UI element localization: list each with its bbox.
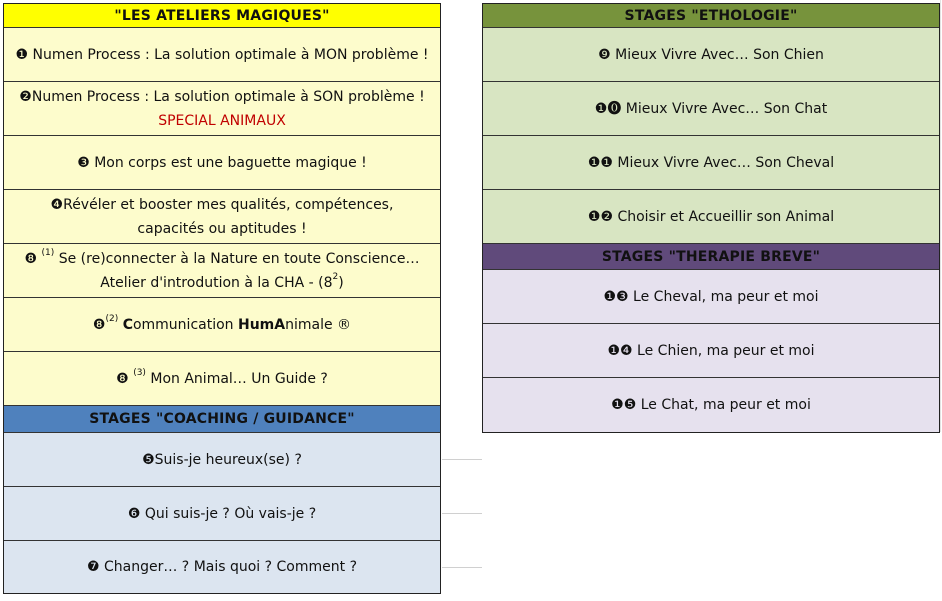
grid-line [442,459,482,460]
grid-line [442,567,482,568]
list-item[interactable] [483,28,939,82]
list-item[interactable] [4,352,440,406]
item-3-text: ❸ Mon corps est une baguette magique ! [77,154,367,171]
left-table [3,3,441,594]
grid-line [940,0,941,432]
list-item[interactable] [483,136,939,190]
item-8c-footnote: (3) [133,367,146,378]
list-item[interactable] [483,378,939,432]
coaching-header [4,406,440,433]
ateliers-header [4,4,440,28]
item-8c-text [116,367,328,391]
list-item[interactable] [4,82,440,136]
item-8a-line2 [100,271,343,295]
list-item[interactable] [483,324,939,378]
item-11-text: ❶❶ Mieux Vivre Avec… Son Cheval [587,154,835,171]
therapie-header [483,244,939,270]
right-table [482,3,940,433]
item-4-text: ❹Révéler et booster mes qualités, compétences, [50,196,394,213]
list-item[interactable] [4,244,440,298]
special-animaux-label: SPECIAL ANIMAUX [158,112,286,129]
list-item[interactable] [483,190,939,244]
item-12-text: ❶❷ Choisir et Accueillir son Animal [587,208,835,225]
item-4-text-line2: capacités ou aptitudes ! [137,220,307,237]
item-8a-line2-text: Atelier d'introdution à la CHA - (8 [100,274,333,291]
list-item[interactable] [4,298,440,352]
list-item[interactable] [4,28,440,82]
item-8b-bold-hum: Hum [238,316,275,333]
list-item[interactable] [4,487,440,541]
list-item[interactable] [483,270,939,324]
list-item[interactable] [4,190,440,244]
list-item[interactable] [4,433,440,487]
item-8a-text: Se (re)connecter à la Nature en toute Conscience… [54,250,420,267]
item-13-text: ❶❸ Le Cheval, ma peur et moi [603,288,819,305]
item-8a-line2-end: ) [338,274,344,291]
item-15-text: ❶❺ Le Chat, ma peur et moi [611,397,811,413]
therapie-header-text: STAGES "THERAPIE BREVE" [601,248,821,265]
ateliers-header-text: "LES ATELIERS MAGIQUES" [114,7,330,24]
list-item[interactable] [4,136,440,190]
item-8b-part2: nimale ® [285,316,352,333]
item-8a-line2-sup: 2 [332,271,339,282]
item-9-text: ❾ Mieux Vivre Avec… Son Chien [598,46,824,63]
item-8c-label: Mon Animal… Un Guide ? [145,370,328,387]
item-6-text: ❻ Qui suis-je ? Où vais-je ? [127,505,317,522]
list-item[interactable] [483,82,939,136]
ethologie-header-text: STAGES "ETHOLOGIE" [624,7,798,24]
ethologie-header [483,4,939,28]
item-8a-bullet: ❽ [24,250,42,267]
item-1-text: ❶ Numen Process : La solution optimale à MON problème ! [15,46,429,63]
item-8b-bold-c: C [122,316,133,333]
item-8b-bullet: ❽ [92,316,106,333]
coaching-header-text: STAGES "COACHING / GUIDANCE" [89,411,355,427]
item-8b-text [93,313,351,337]
list-item[interactable] [4,541,440,593]
item-8b-bold-a: A [274,316,286,333]
item-14-text: ❶❹ Le Chien, ma peur et moi [607,342,815,359]
item-5-text: ❺Suis-je heureux(se) ? [142,451,302,468]
item-8b-footnote: (2) [105,313,119,324]
item-2-text: ❷Numen Process : La solution optimale à SON problème ! [19,88,425,105]
item-10-text: ❶⓿ Mieux Vivre Avec… Son Chat [594,100,828,117]
item-8a-footnote: (1) [41,247,55,258]
item-8a-line1 [25,247,420,271]
item-7-text: ❼ Changer… ? Mais quoi ? Comment ? [87,559,357,575]
item-8c-bullet: ❽ [116,370,134,387]
item-8b-part1: ommunication [132,316,238,333]
grid-line [442,513,482,514]
